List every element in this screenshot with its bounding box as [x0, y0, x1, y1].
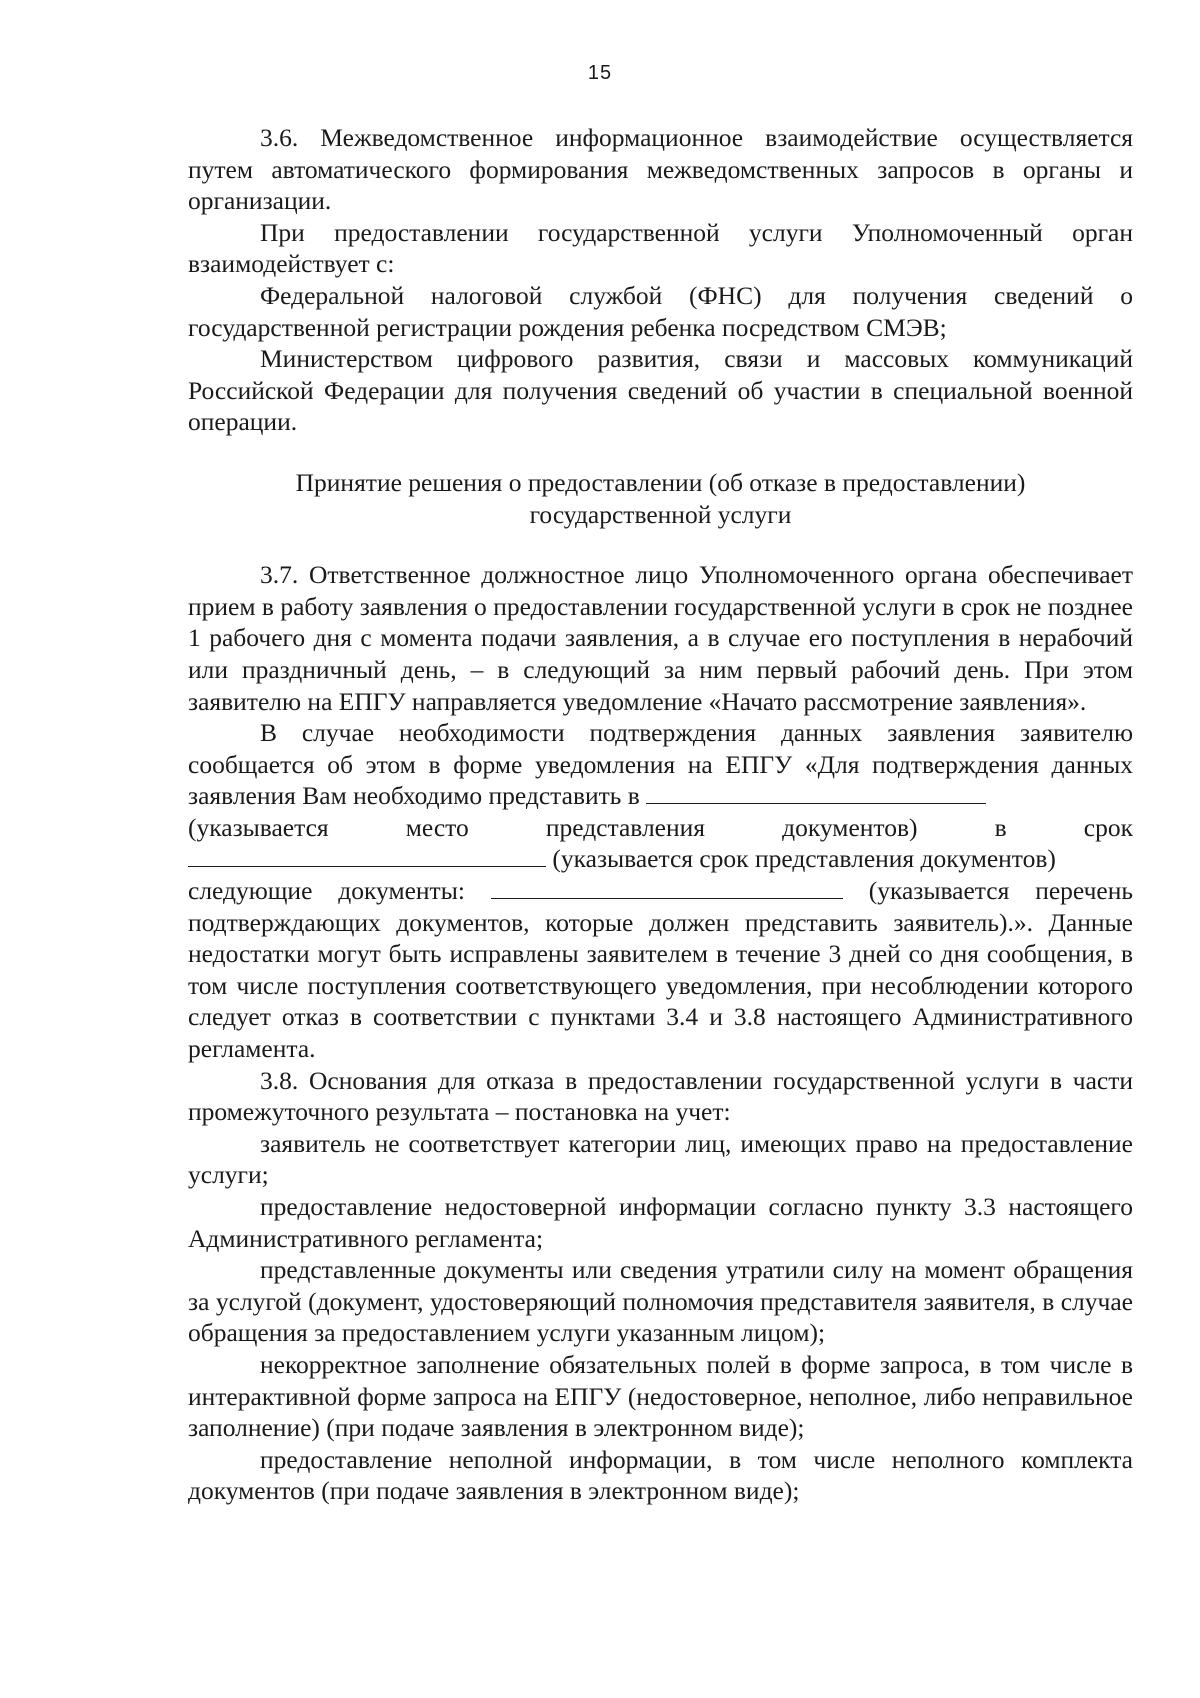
paragraph-reason-1: заявитель не соответствует категории лиц, имеющих право на предоставление услуги;: [188, 1128, 1133, 1190]
paragraph-3-7: 3.7. Ответственное должностное лицо Уполномоченного органа обеспечивает прием в работу заявления о предоставлении государственной услуги в срок не позднее 1 рабочего дня с момента подачи заявления, а в случае его поступления в нерабочий или праздничный день, – в следующий за ним первый рабочий день. При этом заявителю на ЕПГУ направляется уведомление «Начато рассмотрение заявления».: [188, 560, 1133, 716]
paragraph-confirm-place: [188, 812, 1133, 844]
paragraph-interaction: При предоставлении государственной услуги Уполномоченный орган взаимодействует с:: [188, 217, 1133, 279]
place-word: место: [405, 812, 469, 842]
place-word: в: [994, 812, 1007, 842]
place-word: документов): [782, 812, 918, 842]
blank-docs-line: [491, 878, 843, 899]
term-text: (указывается срок представления документов): [552, 844, 1056, 874]
paragraph-confirm: [188, 717, 1133, 812]
place-word: (указывается: [188, 812, 329, 842]
docs-tail-text: (указывается перечень подтверждающих документов, которые должен представить заявитель).». Данные недостатки могут быть исправлены заявителем в течение 3 дней со дня сообщения, в том числе поступления соответствующего уведомления, при несоблюдении которого следует отказ в соответствии с пунктами 3.4 и 3.8 настоящего Административного регламента.: [188, 876, 1134, 1064]
section-heading: [188, 467, 1133, 530]
page-number: 15: [587, 62, 613, 84]
paragraph-reason-2: предоставление недостоверной информации согласно пункту 3.3 настоящего Административного регламента;: [188, 1192, 1133, 1253]
place-word: представления: [545, 812, 706, 842]
paragraph-reason-4: некорректное заполнение обязательных полей в форме запроса, в том числе в интерактивной форме запроса на ЕПГУ (недостоверное, неполное, либо неправильное заполнение) (при подаче заявления в электронном виде);: [188, 1349, 1133, 1443]
blank-place-line: [646, 783, 986, 804]
section-heading-line-1: Принятие решения о предоставлении (об отказе в предоставлении): [295, 467, 1026, 497]
paragraph-3-6: 3.6. Межведомственное информационное взаимодействие осуществляется путем автоматического формирования межведомственных запросов в органы и организации.: [188, 123, 1133, 216]
blank-term-line: [188, 846, 546, 867]
paragraph-reason-5: предоставление неполной информации, в том числе неполного комплекта документов (при подаче заявления в электронном виде);: [188, 1444, 1133, 1506]
document-body: [188, 122, 1133, 1507]
paragraph-reason-3: представленные документы или сведения утратили силу на момент обращения за услугой (документ, удостоверяющий полномочия представителя заявителя, в случае обращения за предоставлением услуги указанным лицом);: [188, 1255, 1133, 1348]
paragraph-confirm-term: [188, 843, 1133, 875]
paragraph-fns: Федеральной налоговой службой (ФНС) для получения сведений о государственной регистрации рождения ребенка посредством СМЭВ;: [188, 280, 1133, 342]
paragraph-confirm-docs: [188, 875, 1133, 1065]
place-word: срок: [1083, 812, 1133, 842]
paragraph-ministry: Министерством цифрового развития, связи и массовых коммуникаций Российской Федерации для получения сведений об участии в специальной военной операции.: [188, 344, 1133, 437]
section-heading-line-2: государственной услуги: [529, 499, 792, 529]
paragraph-3-8: 3.8. Основания для отказа в предоставлении государственной услуги в части промежуточного результата – постановка на учет:: [188, 1065, 1133, 1127]
docs-lead-text: следующие документы:: [188, 876, 465, 906]
paragraph-confirm-text: В случае необходимости подтверждения данных заявления заявителю сообщается об этом в форме уведомления на ЕПГУ «Для подтверждения данных заявления Вам необходимо представить в: [188, 718, 1133, 811]
